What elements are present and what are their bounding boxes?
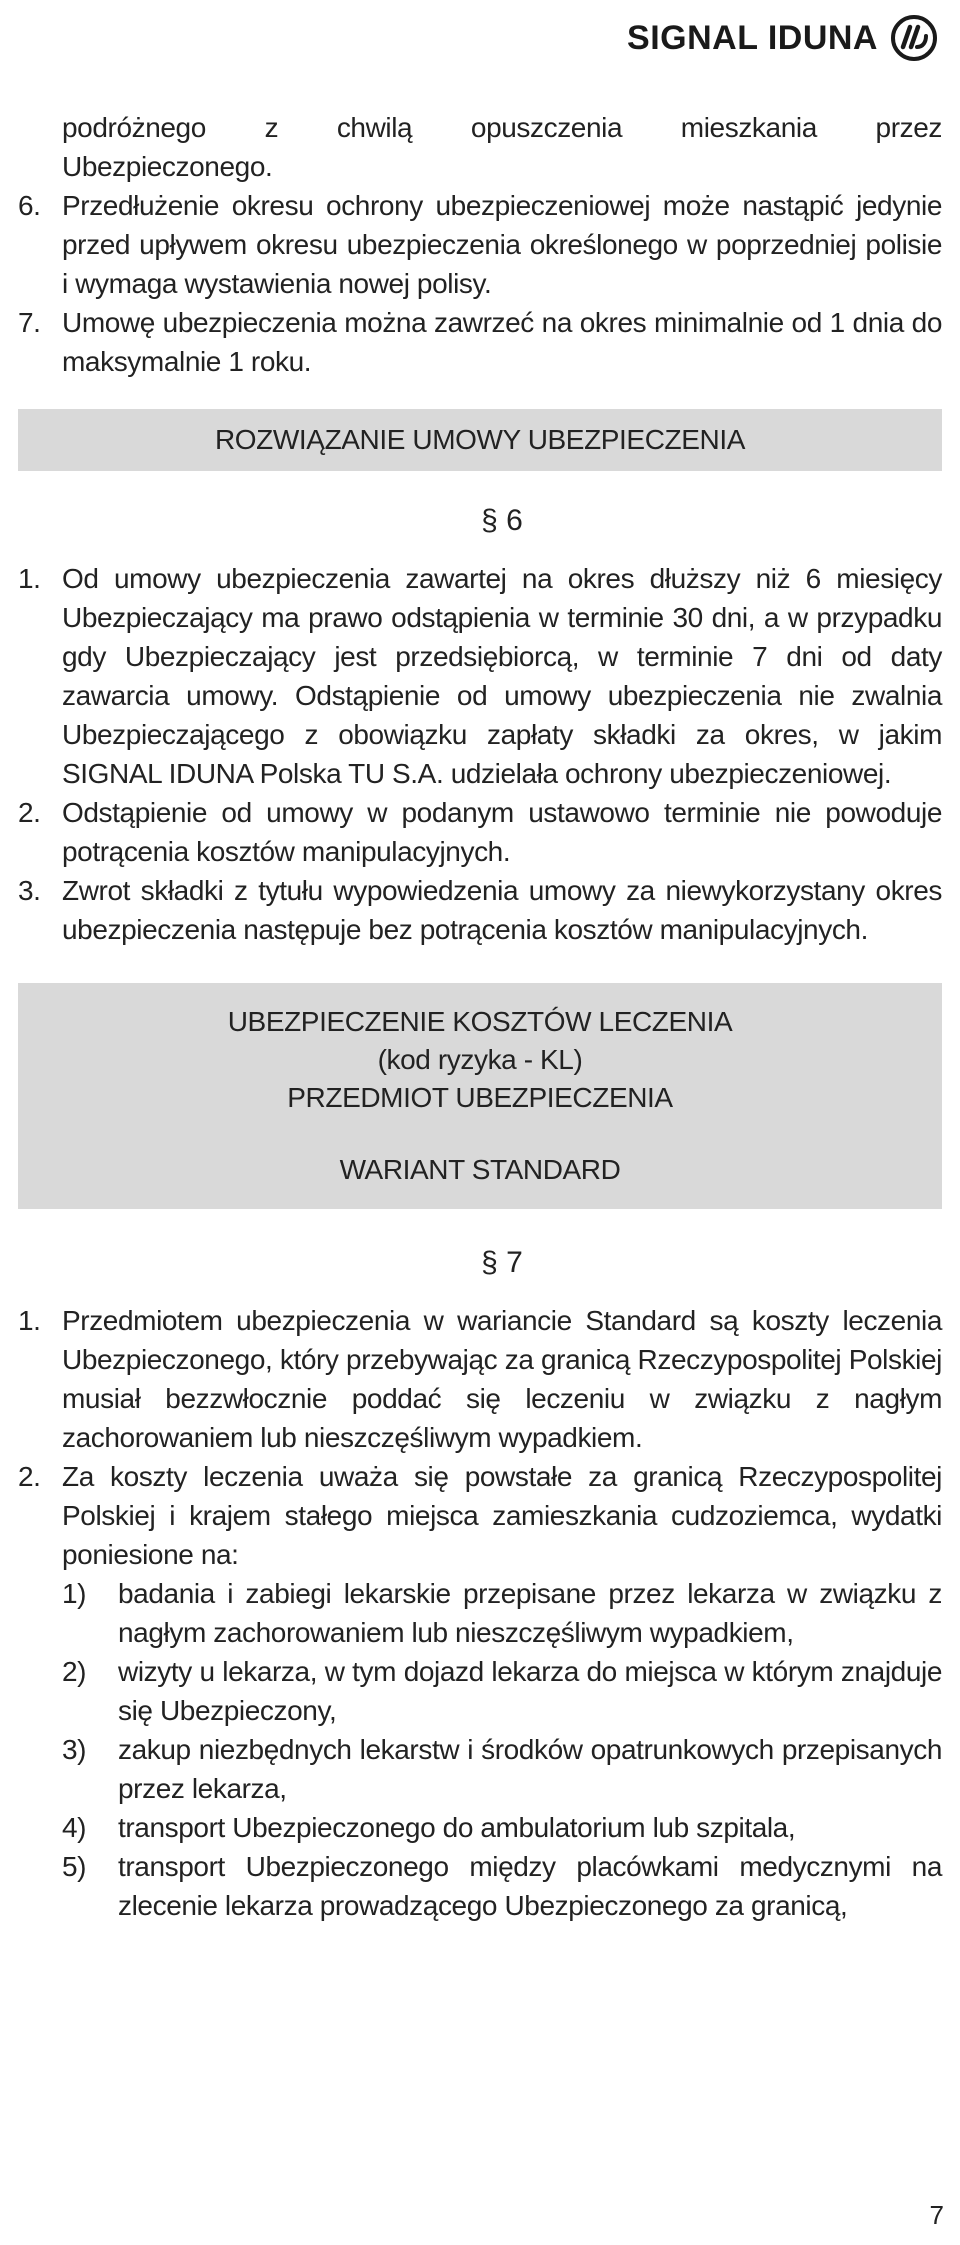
sub-item-number: 2) xyxy=(62,1656,87,1687)
item-number: 3. xyxy=(18,875,41,906)
sub-list-item xyxy=(18,1730,942,1808)
item-text: Zwrot składki z tytułu wypowiedzenia umowy za niewykorzystany okres ubezpieczenia następuje bez potrącenia kosztów manipulacyjnych. xyxy=(62,875,942,945)
signal-iduna-logo-icon xyxy=(890,14,938,62)
page-number: 7 xyxy=(929,2200,944,2230)
sub-item-text: transport Ubezpieczonego do ambulatorium lub szpitala, xyxy=(118,1812,796,1843)
sub-item-text: badania i zabiegi lekarskie przepisane przez lekarza w związku z nagłym zachorowaniem lub nieszczęśliwym wypadkiem, xyxy=(118,1578,942,1648)
band-line-4: WARIANT STANDARD xyxy=(339,1154,621,1185)
sub-item-number: 5) xyxy=(62,1851,87,1882)
item-text: Odstąpienie od umowy w podanym ustawowo terminie nie powoduje potrącenia kosztów manipulacyjnych. xyxy=(62,797,942,867)
item-number: 2. xyxy=(18,1461,41,1492)
item-number: 6. xyxy=(18,190,41,221)
paragraph-heading-7: § 7 xyxy=(481,1246,523,1279)
list-item xyxy=(18,793,942,871)
band-title: ROZWIĄZANIE UMOWY UBEZPIECZENIA xyxy=(214,424,745,455)
continued-text-line2: Ubezpieczonego. xyxy=(62,151,273,182)
item-text: Przedmiotem ubezpieczenia w wariancie Standard są koszty leczenia Ubezpieczonego, który przebywając za granicą Rzeczypospolitej Polskiej musiał bezzwłocznie poddać się leczeniu w związku z nagłym zachorowaniem lub nieszczęśliwym wypadkiem. xyxy=(62,1305,942,1453)
sub-item-number: 4) xyxy=(62,1812,87,1843)
list-item xyxy=(18,1301,942,1457)
sub-list-item xyxy=(18,1847,942,1925)
item-number: 7. xyxy=(18,307,41,338)
item-number: 1. xyxy=(18,563,41,594)
band-spacer xyxy=(18,1117,942,1151)
list-item xyxy=(18,303,942,381)
brand-logo xyxy=(627,14,938,62)
item-number: 1. xyxy=(18,1305,41,1336)
paragraph-heading-6: § 6 xyxy=(481,504,523,537)
band-line-2: (kod ryzyka - KL) xyxy=(377,1044,583,1075)
band-line-3: PRZEDMIOT UBEZPIECZENIA xyxy=(287,1082,673,1113)
brand-name: SIGNAL IDUNA xyxy=(627,18,878,57)
item-text: Od umowy ubezpieczenia zawartej na okres dłuższy niż 6 miesięcy Ubezpieczający ma prawo odstąpienia w terminie 30 dni, a w przypadku gdy Ubezpieczający jest przedsiębiorcą, w terminie 7 dni od daty zawarcia umowy. Odstąpienie od umowy ubezpieczenia nie zwalnia Ubezpieczającego z obowiązku zapłaty składki za okres, w jakim SIGNAL IDUNA Polska TU S.A. udzielała ochrony ubezpieczeniowej. xyxy=(62,563,942,789)
item-number: 2. xyxy=(18,797,41,828)
list-item xyxy=(18,1457,942,1574)
sub-item-number: 3) xyxy=(62,1734,87,1765)
sub-item-text: wizyty u lekarza, w tym dojazd lekarza do miejsca w którym znajduje się Ubezpieczony, xyxy=(118,1656,942,1726)
sub-list-item xyxy=(18,1574,942,1652)
item-text: Za koszty leczenia uważa się powstałe za granicą Rzeczypospolitej Polskiej i krajem stałego miejsca zamieszkania cudzoziemca, wydatki poniesione na: xyxy=(62,1461,942,1570)
section-band-termination xyxy=(18,409,942,471)
sub-item-text: transport Ubezpieczonego między placówkami medycznymi na zlecenie lekarza prowadzącego Ubezpieczonego za granicą, xyxy=(118,1851,942,1921)
continued-text-line1: podróżnego z chwilą opuszczenia mieszkania przez xyxy=(62,112,942,143)
list-item xyxy=(18,186,942,303)
list-item xyxy=(18,559,942,793)
sub-list-item xyxy=(18,1652,942,1730)
item-text: Umowę ubezpieczenia można zawrzeć na okres minimalnie od 1 dnia do maksymalnie 1 roku. xyxy=(62,307,942,377)
sub-item-text: zakup niezbędnych lekarstw i środków opatrunkowych przepisanych przez lekarza, xyxy=(118,1734,942,1804)
sub-list-item xyxy=(18,1808,942,1847)
sub-item-number: 1) xyxy=(62,1578,87,1609)
section-band-medical-costs xyxy=(18,983,942,1209)
list-item xyxy=(18,871,942,949)
document-body xyxy=(18,108,942,1925)
item-text: Przedłużenie okresu ochrony ubezpieczeniowej może nastąpić jedynie przed upływem okresu ubezpieczenia określonego w poprzedniej polisie i wymaga wystawienia nowej polisy. xyxy=(62,190,942,299)
band-line-1: UBEZPIECZENIE KOSZTÓW LECZENIA xyxy=(227,1006,733,1037)
